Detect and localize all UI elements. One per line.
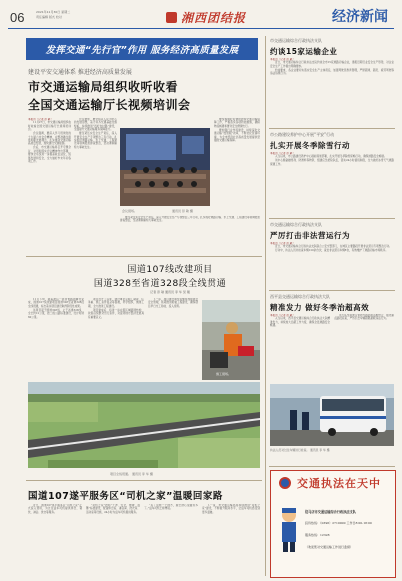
right1-byline: 本报讯（记者 彭 敏）	[270, 58, 295, 61]
bus-inspection-image	[270, 384, 394, 446]
worker-photo	[202, 300, 260, 380]
divider	[269, 466, 395, 467]
paragraph: 项目自开工以来，建设单位克服工期紧、任务重、施工条件复杂等困难，科学组织、倒排工期，全力推进工程建设。	[88, 298, 144, 308]
third-column-3	[144, 504, 198, 576]
right3-title: 严厉打击非法营运行为	[270, 231, 350, 240]
section-title: 经济新闻	[332, 9, 388, 25]
second-column-2	[88, 298, 144, 380]
third-column-1	[28, 504, 82, 576]
second-column-3	[148, 298, 198, 380]
right1-body	[270, 58, 394, 126]
right3-kicker: 市交通运输综合行政执法支队	[270, 222, 322, 227]
paragraph: 会后，市交通运输局召开专题会议，对贯彻落实会议精神作出部署，要求全系统进一步提高政治站位，统筹发展和安全，全力做好岁末年初各项工作。	[28, 146, 71, 164]
lead-column-4	[120, 216, 260, 250]
right2-body	[270, 152, 394, 216]
third-column-2	[86, 504, 140, 576]
promo-box	[270, 470, 396, 578]
lead-title-line1: 市交通运输局组织收听收看	[28, 80, 179, 94]
second-byline: 记者 彭 敏 通讯员 李 华 吴 刚	[150, 290, 190, 294]
worker-photo-caption: 施工现场。	[216, 372, 232, 376]
road-photo-caption: 项目全线贯通。 通讯员 李 华 摄	[110, 472, 153, 476]
right4-byline: 本报讯（记者 彭 敏）	[270, 314, 295, 317]
divider	[269, 290, 395, 291]
party-emblem-icon	[166, 12, 177, 23]
right1-title: 约谈15家运输企业	[270, 47, 338, 56]
aerial-road-image	[28, 382, 260, 468]
right2-byline: 本报讯（记者 彭 敏）	[270, 152, 295, 155]
masthead	[0, 0, 402, 30]
divider	[26, 480, 262, 481]
paragraph: 要统筹做好疫情防控和交通运输保障工作，严格落实各项防控措施，确保物流畅通和群众安全便捷出行。	[214, 118, 260, 128]
paragraph: 近日，市交通运输综合行政执法支队约谈全市15家道路运输企业，通报近期行业安全生产形势，对企业安全生产工作提出明确要求。	[270, 61, 394, 68]
paragraph: 会议强调，要深入学习贯彻党的十九届六中全会精神，完整准确全面贯彻新发展理念，扎实推动交通运输高质量发展，加快建设交通强国。	[28, 132, 71, 146]
paragraph: 行动中，执法人员共检查车辆120余台次，查处非法营运车辆8台，有效维护了道路运输市场秩序。	[275, 249, 388, 253]
paragraph: 要压紧压实安全生产责任，深入开展安全生产专项整治三年行动，扎实抓好道路运输、水上交通、工程建设等领域隐患排查整治，坚决遏制重特大事故发生。	[74, 132, 117, 149]
roadwork-image	[202, 300, 260, 380]
right4-kicker: 西平县交通运输综合行政执法大队	[270, 294, 330, 299]
masthead-rule	[8, 28, 394, 29]
paper-logo	[166, 9, 246, 26]
lead-title-line2: 全国交通运输厅长视频培训会	[28, 98, 191, 112]
second-title-line2: 国道328至省道328段全线贯通	[93, 279, 227, 289]
traffic-police-icon	[279, 477, 291, 489]
meeting-room-image	[120, 128, 210, 206]
second-title-line1: 国道107线改建项目	[127, 265, 213, 275]
paragraph: 11月27日，市交通运输局组织收听收看全国交通运输厅长视频培训会。	[28, 121, 71, 132]
right4-column-2	[334, 314, 394, 382]
column-divider	[265, 36, 266, 576]
editor-line: 责任编辑 版式 校对	[36, 15, 62, 19]
paragraph: 入冬以来，西平县交通运输综合行政执法大队精准发力，持续加大治超工作力度，确保全县道路安全畅通。	[270, 317, 330, 328]
lead-photo	[120, 128, 210, 206]
right4-title: 精准发力 做好冬季治超高效	[270, 303, 370, 312]
right2-kicker: 市公路建设养护中心开展“平安”行动	[270, 132, 335, 137]
bus-photo-caption: 执法人员对过往车辆进行检查。 通讯员 李 华 摄	[270, 448, 330, 452]
paragraph: 下一步，项目建设单位将继续加强质量安全管理，抓紧推进附属工程建设，确保项目早日交工验收、投入使用。	[148, 298, 198, 308]
divider	[269, 218, 395, 219]
right1-kicker: 市交通运输综合行政执法支队	[270, 38, 322, 43]
second-column-1	[28, 298, 84, 380]
top-banner	[26, 38, 258, 60]
paragraph: 下一步，市交通运输局将持续推进“司机之家”建设，不断提升服务水平，让货车司机感受到更多温暖。	[202, 504, 260, 514]
promo-line4: （欢迎您对交通运输工作进行监督）	[305, 545, 354, 549]
paragraph: 该中心储备融雪剂、防滑料等物资，组建应急抢险队伍，落实24小时值班制度，全力做好冰雪天气道路保通工作。	[270, 159, 394, 166]
bus-photo	[270, 384, 394, 446]
paragraph: “有了这样一个地方，跑长途心里踏实多了。”货车司机王师傅说。	[144, 504, 198, 511]
right3-byline: 本报讯（记者 彭 敏）	[270, 242, 295, 245]
paragraph: 近日，市交通运输综合行政执法支队联合公安交警部门，在城区主要路段开展非法营运专项整治行动。	[275, 245, 392, 249]
paragraph: 要加强行业作风建设，持续深化交通运输“放管服”改革，不断优化营商环境，为全市经济社会高质量发展提供坚强的交通运输保障。	[214, 128, 260, 143]
right4-column-1	[270, 314, 330, 382]
lead-kicker: 建设平安交通体系 推进经济高质量发展	[28, 69, 132, 76]
promo-slogan: 交通执法在天中	[297, 477, 381, 490]
date-line: 2021年11月30日 星期二	[36, 10, 71, 14]
third-column-4	[202, 504, 260, 576]
paragraph: 11月下旬，随着最后一段沥青路面铺设完成，国道107线改建项目国道328至省道328段全线贯通，标志着该项目建设取得阶段性成果。	[28, 298, 84, 308]
lead-column-1	[28, 118, 71, 288]
promo-line2: 投诉热线：（0396）2710000 工作日8:00-18:00	[305, 521, 372, 525]
paragraph: “司机之家”按照“干净、安全、便捷、温馨”标准建设，配备休息室、淋浴间、洗衣房、活动室等设施，24小时为货车司机提供服务。	[86, 504, 140, 514]
mascot-figure	[277, 505, 301, 553]
mascot-icon	[277, 505, 301, 553]
third-title: 国道107遂平服务区“司机之家”温暖回家路	[28, 491, 223, 502]
paragraph: 该大队坚持源头管控与路面执法相结合，强化重点路段巡查，严厉打击车辆超限超载违法行为。	[334, 314, 394, 321]
paragraph: 项目建成后，将进一步完善区域路网结构，改善沿线群众出行条件，对促进地方经济发展具有重要意义。	[88, 308, 144, 319]
paragraph: 约谈要求，各企业要切实落实安全生产主体责任，加强驾驶员教育管理，严禁超速、超员、疲劳驾驶等违法违规行为。	[270, 68, 394, 76]
promo-line3: 服务热线：12328	[305, 533, 330, 537]
paragraph: 要压紧压实安全生产责任，深入开展安全生产专项整治三年行动，扎实抓好道路运输、水上交通、工程建设等领域隐患排查整治，坚决遏制重特大事故发生。	[120, 216, 260, 223]
paragraph: 近日，国道107遂平服务区“司机之家”正式投入使用，为过往货车司机提供休息、餐饮、淋浴、洗衣等服务。	[28, 504, 82, 514]
paragraph: 该项目起于国道328线，止于省道328线，全长约12公里，按二级公路标准建设，设计时速60公里。	[28, 308, 84, 319]
lead-byline: 本报讯（记者 彭 敏）	[28, 118, 53, 121]
banner-text: 发挥交通“先行官”作用 服务经济高质量发展	[45, 45, 239, 56]
lead-photo-caption: 会议现场。	[122, 209, 138, 213]
paragraph: 入冬以来，市公路建设养护中心提前谋划部署，扎实开展冬季除雪保畅行动，确保道路安全畅通。	[275, 155, 387, 159]
promo-line1: 驻马店市交通运输综合行政执法支队	[305, 510, 356, 514]
divider	[26, 256, 262, 257]
page-number: 06	[10, 10, 25, 25]
right3-body	[270, 242, 394, 288]
paragraph: 会议要求，要坚持以人民为中心的发展思想，着力补齐交通基础设施短板，持续推进“四好农村路”建设，全面提升交通运输服务保障能力。	[74, 118, 117, 132]
paper-name: 湘西团结报	[181, 11, 247, 25]
right2-title: 扎实开展冬季除雪行动	[270, 141, 350, 150]
promo-header	[271, 471, 395, 495]
road-photo	[28, 382, 260, 468]
lead-photo-credit: 通讯员 彭 敏 摄	[172, 209, 193, 213]
divider	[269, 128, 395, 129]
lead-column-3	[214, 118, 260, 218]
